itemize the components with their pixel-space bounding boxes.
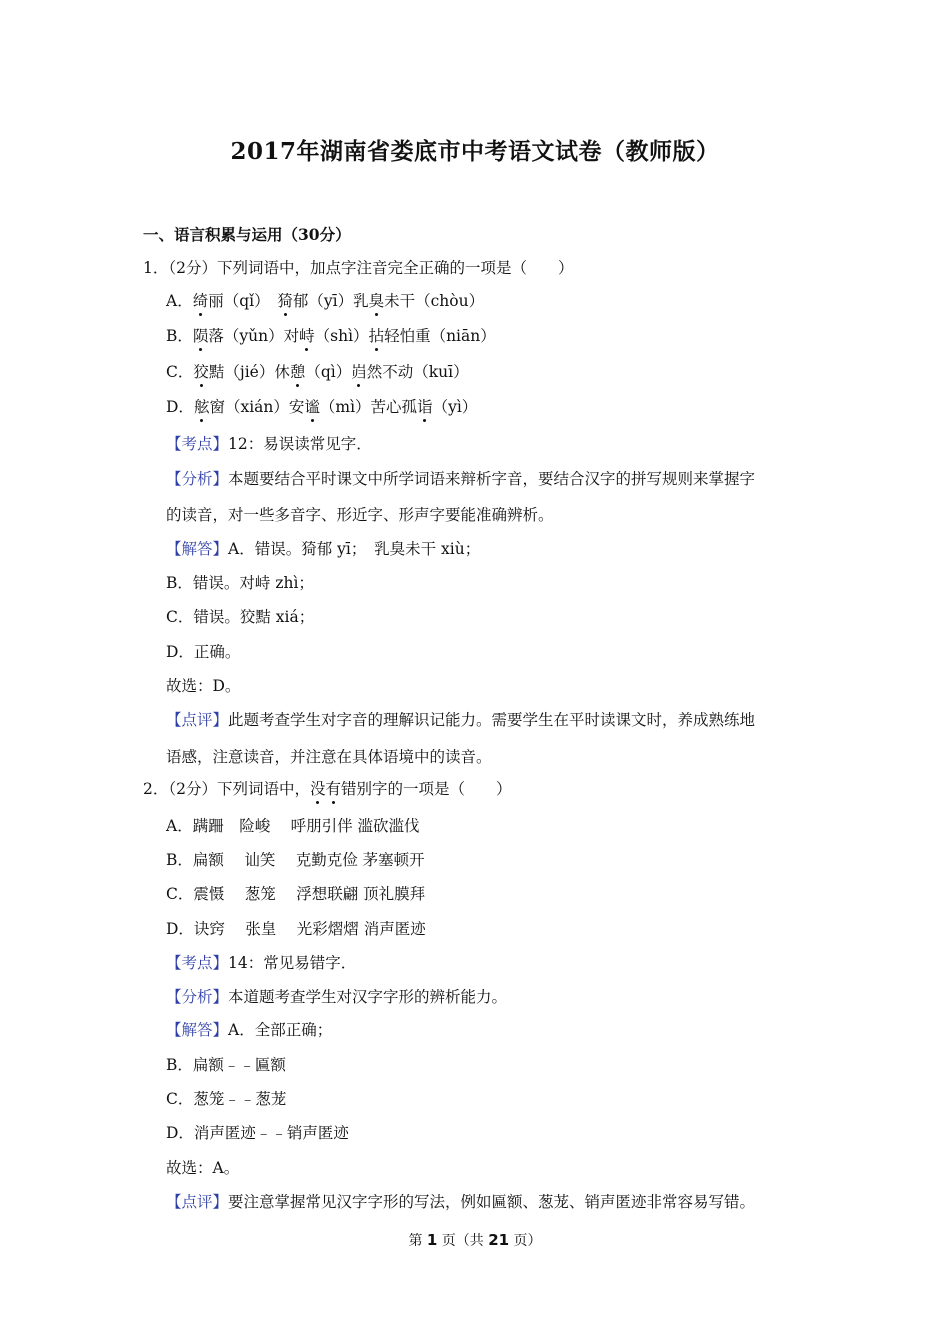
fenxi-tag: 【分析】 bbox=[166, 988, 229, 1006]
jieda-tag: 【解答】 bbox=[166, 1021, 229, 1039]
dianping-tag: 【点评】 bbox=[166, 1193, 229, 1211]
q2-option-d: D．诀窍 张皇 光彩熠熠 消声匿迹 bbox=[166, 920, 426, 938]
q1-jieda-c: C．错误。狡黠 xiá； bbox=[166, 608, 315, 626]
q1-fenxi-cont: 的读音，对一些多音字、形近字、形声字要能准确辨析。 bbox=[166, 506, 554, 524]
q1-stem: 1．（2分）下列词语中，加点字注音完全正确的一项是（ ） bbox=[143, 259, 574, 277]
q1-option-c: C．狡黠（jié）休憩（qì）岿然不动（kuī） bbox=[166, 363, 469, 381]
q1-jieda-b: B．错误。对峙 zhì； bbox=[166, 574, 314, 592]
q1-jieda: 【解答】A．错误。猗郁 yī； 乳臭未干 xiù； bbox=[166, 540, 481, 558]
q2-jieda: 【解答】A．全部正确； bbox=[166, 1021, 333, 1039]
page-number: 1 bbox=[426, 1231, 438, 1249]
q1-option-a: A．绮丽（qǐ） 猗郁（yī）乳臭未干（chòu） bbox=[166, 292, 485, 310]
q1-fenxi: 【分析】本题要结合平时课文中所学词语来辩析字音，要结合汉字的拼写规则来掌握字 bbox=[166, 470, 756, 488]
q1-kaodian: 【考点】12：易误读常见字． bbox=[166, 435, 372, 453]
q2-dianping: 【点评】要注意掌握常见汉字字形的写法，例如匾额、葱茏、销声匿迹非常容易写错。 bbox=[166, 1193, 756, 1211]
q2-jieda-c: C．葱笼﹣﹣葱茏 bbox=[166, 1090, 287, 1108]
q2-fenxi: 【分析】本道题考查学生对汉字字形的辨析能力。 bbox=[166, 988, 508, 1006]
q2-jieda-b: B．扁额﹣﹣匾额 bbox=[166, 1056, 286, 1074]
page-total: 21 bbox=[488, 1231, 510, 1249]
q1-dianping: 【点评】此题考查学生对字音的理解识记能力。需要学生在平时读课文时，养成熟练地 bbox=[166, 711, 756, 729]
q1-jieda-d: D．正确。 bbox=[166, 643, 241, 661]
kaodian-tag: 【考点】 bbox=[166, 435, 229, 453]
section-heading: 一、语言积累与运用（30分） bbox=[143, 225, 351, 244]
q2-stem: 2．（2分）下列词语中，没有错别字的一项是（ ） bbox=[143, 780, 512, 798]
page-footer: 第 1 页（共 21 页） bbox=[408, 1231, 542, 1249]
document-title: 2017年湖南省娄底市中考语文试卷（教师版） bbox=[230, 138, 720, 165]
fenxi-tag: 【分析】 bbox=[166, 470, 229, 488]
dianping-tag: 【点评】 bbox=[166, 711, 229, 729]
q1-option-d: D．舷窗（xián）安谧（mì）苦心孤诣（yì） bbox=[166, 398, 478, 416]
q2-answer: 故选：A。 bbox=[166, 1159, 240, 1177]
q2-option-a: A．蹒跚 险峻 呼朋引伴 滥砍滥伐 bbox=[166, 817, 420, 835]
q2-kaodian: 【考点】14：常见易错字． bbox=[166, 954, 357, 972]
q1-dianping-cont: 语感，注意读音，并注意在具体语境中的读音。 bbox=[166, 748, 492, 766]
q1-answer: 故选：D。 bbox=[166, 677, 241, 695]
q2-option-c: C．震慑 葱笼 浮想联翩 顶礼膜拜 bbox=[166, 885, 426, 903]
q2-jieda-d: D．消声匿迹﹣﹣销声匿迹 bbox=[166, 1124, 349, 1142]
q2-option-b: B．扁额 讪笑 克勤克俭 茅塞顿开 bbox=[166, 851, 425, 869]
q1-option-b: B．陨落（yǔn）对峙（shì）拈轻怕重（niān） bbox=[166, 327, 496, 345]
jieda-tag: 【解答】 bbox=[166, 540, 229, 558]
kaodian-tag: 【考点】 bbox=[166, 954, 229, 972]
